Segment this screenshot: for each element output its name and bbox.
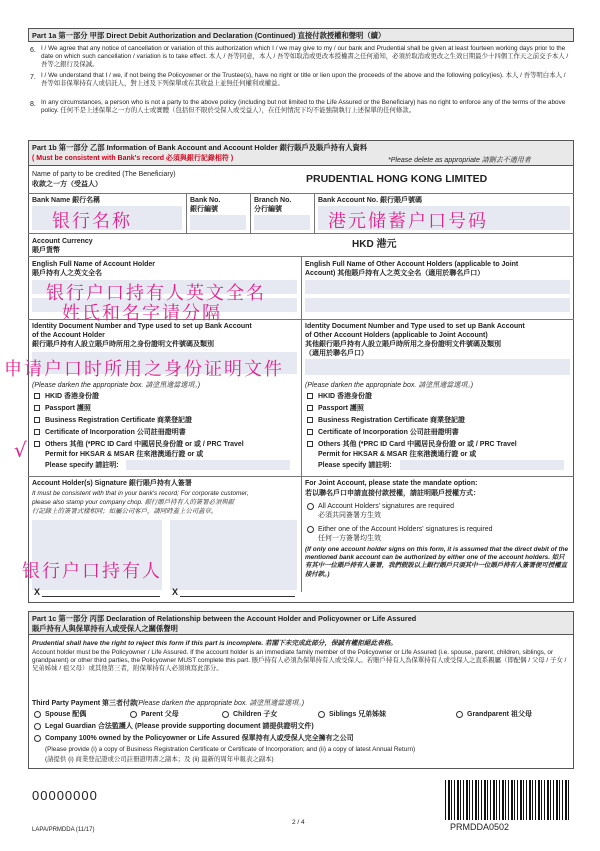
provide-note-en: (Please provide (i) a copy of Business Registration Certificate or Certificate of Incorporation; and (ii) a copy of latest Annual Return) [45,746,416,753]
joint-title-zh: 若以聯名戶口申請直接付款授權，請註明賬戶授權方式： [305,490,480,497]
others-checkbox[interactable] [34,441,40,447]
decl-7-text: I / We understand that I / we, if not being the Policyowner or the Trustee(s), have no right or title or lien upon the proceeds of the above and the following policy(ies). 本人 / 吾等明白本人 / 吾等如非保單持有人或信託人，對上述及下列保單或在其收益上並無任何權利或權益。 [41,72,566,88]
darken-note-left: (Please darken the appropriate box. 請塗黑適當選項。) [32,382,201,389]
part1b-must-note: ( Must be consistent with Bank's record 必須與銀行記錄相符 ) [32,155,234,162]
br-cert-label: Business Registration Certificate 商業登記證 [45,417,193,424]
joint-either-label-zh: 任何一方簽署均生效 [318,535,381,542]
barcode [445,780,571,820]
other-id-label-4: （適用於聯名戶口） [305,350,368,357]
other-others-label-1: Others 其他 (*PRC ID Card 中國居民身份證 or 或 / PRC Travel [318,441,517,448]
serial-number: 00000000 [32,788,98,803]
other-hkid-label: HKID 香港身份證 [318,393,373,400]
beneficiary-name: PRUDENTIAL HONG KONG LIMITED [306,173,488,185]
company-label: Company 100% owned by the Policyowner or Life Assured 保單持有人或受保人完全擁有之公司 [45,735,354,742]
part1c-title-1: Part 1c 第一部分 丙部 Declaration of Relationship between the Account Holder and Policyowner or Life Assured [32,614,417,623]
joint-either-radio[interactable] [307,526,314,533]
other-id-number-field[interactable] [305,359,570,375]
part1a-title: Part 1a 第一部分 甲部 Direct Debit Authorization and Declaration (Continued) 直接付款授權和聲明（續） [32,31,386,40]
parent-radio[interactable] [130,711,137,718]
part1c-warning: Prudential shall have the right to reject this form if this part is incomplete. 若閣下未完成此部分，保誠有權拒絕此表格。 [32,640,397,647]
other-holder-label-zh: Account) 其他賬戶持有人之英文全名（適用於聯名戶口） [305,270,485,277]
branch-no-field[interactable] [254,215,310,230]
row-divider [28,233,574,234]
others-label-3: Please specify 請註明: [45,462,119,469]
row-divider [28,193,574,194]
third-party-note: (Please darken the appropriate box. 請塗黑適當選項。) [136,700,305,707]
others-label-1: Others 其他 (*PRC ID Card 中國居民身份證 or 或 / PRC Travel [45,441,244,448]
legal-guardian-label: Legal Guardian 合法監護人 (Please provide supporting document 請提供證明文件) [45,723,314,730]
parent-label: Parent 父母 [141,711,179,718]
branch-no-label-zh: 分行編號 [254,206,282,213]
third-party-label: Third Party Payment 第三者付款 [32,700,138,707]
id-label-1: Identity Document Number and Type used to set up Bank Account [32,323,252,330]
bank-no-field[interactable] [190,215,246,230]
children-radio[interactable] [222,711,229,718]
decl-7-num: 7. [30,74,36,81]
decl-8-text: In any circumstances, a person who is not a party to the above policy (including but not limited to the Life Assured or the Beneficiary) has no right to enforce any of the terms of the above policy. 任何不是上述保單之一方的人士或實體（包括但不限於受保人或受益人），在任何情況下均不能強制執行上述保單的任何條款。 [41,99,566,115]
currency-label-en: Account Currency [32,238,93,245]
row-divider [28,476,574,477]
handwritten-id-doc: 申请户口时所用之身份证明文件 [4,359,284,380]
decl-6-text: I / We agree that any notice of cancellation or variation of this authorization which I / we may give to my / our bank and Prudential shall be given at least fourteen working days prior to the date on which such cancellation / variation is to take effect. 本人 / 吾等同意，本人 / 吾等如取消或更改本授權書之任何通知，必須於取消或更改之生效日期最少十四個工作天之前交予本人 / 吾等之銀行及保誠。 [41,45,569,69]
other-id-label-2: of Other Account Holders (applicable to Joint Account) [305,332,488,339]
hkid-checkbox[interactable] [34,393,40,399]
handwritten-bank-name: 银行名称 [52,211,132,232]
handwritten-signature: 银行户口持有人 [22,561,162,582]
others-specify-field[interactable] [126,460,290,470]
currency-label-zh: 賬戶貨幣 [32,247,60,254]
spouse-label: Spouse 配偶 [45,711,87,718]
delete-note: *Please delete as appropriate 請刪去不適用者 [388,157,531,164]
signature-note-1: It must be consistent with that in your bank's record; For corporate customer, [32,490,249,497]
legal-guardian-radio[interactable] [34,723,41,730]
joint-title-en: For Joint Account, please state the mandate option: [305,480,478,487]
other-passport-checkbox[interactable] [307,405,313,411]
other-hkid-checkbox[interactable] [307,393,313,399]
barcode-text: PRMDDA0502 [450,822,510,832]
handwritten-name-note: 姓氏和名字请分隔 [62,303,222,324]
joint-all-radio[interactable] [307,503,314,510]
passport-label: Passport 護照 [45,405,91,412]
holder-name-label-en: English Full Name of Account Holder [32,261,156,268]
provide-note-zh: (請提供 (i) 商業登記證或公司註冊證明書之副本；及 (ii) 最新的周年申報表之副本) [45,756,274,763]
signature-box-2[interactable] [170,520,297,590]
signature-x-2: X [172,587,179,597]
bank-name-label: Bank Name 銀行名稱 [32,197,101,204]
id-label-2: of the Account Holder [32,332,105,339]
page-number: 2 / 4 [292,819,305,826]
decl-6-num: 6. [30,47,36,54]
siblings-radio[interactable] [318,711,325,718]
other-holder-label-en: English Full Name of Other Account Holders (applicable to Joint [305,261,519,268]
col-divider [186,193,187,233]
col-divider [250,193,251,233]
incorp-cert-checkbox[interactable] [34,429,40,435]
other-passport-label: Passport 護照 [318,405,364,412]
col-divider [314,193,315,233]
other-br-cert-checkbox[interactable] [307,417,313,423]
other-others-specify-field[interactable] [400,460,564,470]
id-label-3: 銀行賬戶持有人設立賬戶時所用之身份證明文件號碼及類別 [32,341,214,348]
other-others-checkbox[interactable] [307,441,313,447]
signature-note-3: 行記錄上的簽署式樣相同；如屬公司客戶，請同時蓋上公司蓋章。 [32,508,218,515]
children-label: Children 子女 [233,711,278,718]
darken-note-right: (Please darken the appropriate box. 請塗黑適當選項。) [305,382,474,389]
other-others-label-2: Permit for HKSAR & MSAR 往來港澳通行證 or 或 [318,451,477,458]
part1c-body: Account holder must be the Policyowner / Life Assured. If the account holder is an immediate family member of the Policyowner or Life Assured (i.e. spouse, parent, children, siblings, or grandparent) or other third parties, the Policyowner MUST complete this part. 賬戶持有人必須為保單持有人或受保人。若賬戶持有人為保單持有人或受保人之直系親屬（即配偶 / 父母 / 子女 / 兄弟姊妹 / 祖父母）或其他第三者，附保單持有人必須填寫此部分。 [32,649,567,673]
col-divider [301,256,302,592]
br-cert-checkbox[interactable] [34,417,40,423]
other-id-label-1: Identity Document Number and Type used to set up Bank Account [305,323,525,330]
bank-no-label-en: Bank No. [190,197,221,204]
joint-either-label-en: Either one of the Account Holders' signatures is required [318,526,493,533]
other-others-label-3: Please specify 請註明: [318,462,392,469]
part1c-title-2: 賬戶持有人與保單持有人或受保人之關係聲明 [32,624,178,633]
other-incorp-cert-label: Certificate of Incorporation 公司註冊證明書 [318,429,459,436]
signature-label: Account Holder(s) Signature 銀行賬戶持有人簽署 [32,480,192,487]
other-id-label-3: 其他銀行賬戶持有人設立賬戶時所用之身份證明文件號碼及類別 [305,341,501,348]
handwritten-account-no: 港元储蓄户口号码 [328,211,488,232]
other-holder-field-2[interactable] [305,298,570,312]
company-radio[interactable] [34,735,41,742]
incorp-cert-label: Certificate of Incorporation 公司註冊證明書 [45,429,186,436]
signature-line-2 [180,596,295,597]
party-label-en: Name of party to be credited (The Beneficiary) [32,171,176,178]
bank-no-label-zh: 銀行編號 [190,206,218,213]
other-holder-field[interactable] [305,280,570,294]
joint-all-label-en: All Account Holders' signatures are required [318,503,454,510]
grandparent-label: Grandparent 祖父母 [467,711,532,718]
account-no-label: Bank Account No. 銀行賬戶號碼 [318,197,422,204]
passport-checkbox[interactable] [34,405,40,411]
part1b-title: Part 1b 第一部分 乙部 Information of Bank Account and Account Holder 銀行賬戶及賬戶持有人資料 [32,143,368,152]
joint-all-label-zh: 必須共同簽署方生效 [318,512,381,519]
signature-x-1: X [34,587,41,597]
grandparent-radio[interactable] [456,711,463,718]
party-label-zh: 收款之一方（受益人） [32,181,102,188]
siblings-label: Siblings 兄弟姊妹 [329,711,387,718]
signature-line-1 [42,596,160,597]
currency-value: HKD 港元 [352,239,397,250]
form-code: LAPA/PRMDDA (11/17) [32,827,95,833]
signature-note-2: please also stamp your company chop. 銀行賬戶持有人的簽署必須與銀 [32,499,235,506]
others-label-2: Permit for HKSAR & MSAR 往來港澳通行證 or 或 [45,451,204,458]
other-incorp-cert-checkbox[interactable] [307,429,313,435]
spouse-radio[interactable] [34,711,41,718]
hkid-label: HKID 香港身份證 [45,393,100,400]
decl-8-num: 8. [30,101,36,108]
joint-note: (If only one account holder signs on this form, it is assumed that the direct debit of the mentioned bank account can be authorized by either one of the account holders. 如只有其中一位賬戶持有人簽署，我們假設以上銀行賬戶只須其中一位賬戶持有人簽署便可授權直接付款。) [305,546,569,578]
handwritten-checkmark: √ [14,438,29,462]
handwritten-holder-name: 银行户口持有人英文全名 [46,283,266,304]
other-br-cert-label: Business Registration Certificate 商業登記證 [318,417,466,424]
branch-no-label-en: Branch No. [254,197,292,204]
holder-name-label-zh: 賬戶持有人之英文全名 [32,270,102,277]
